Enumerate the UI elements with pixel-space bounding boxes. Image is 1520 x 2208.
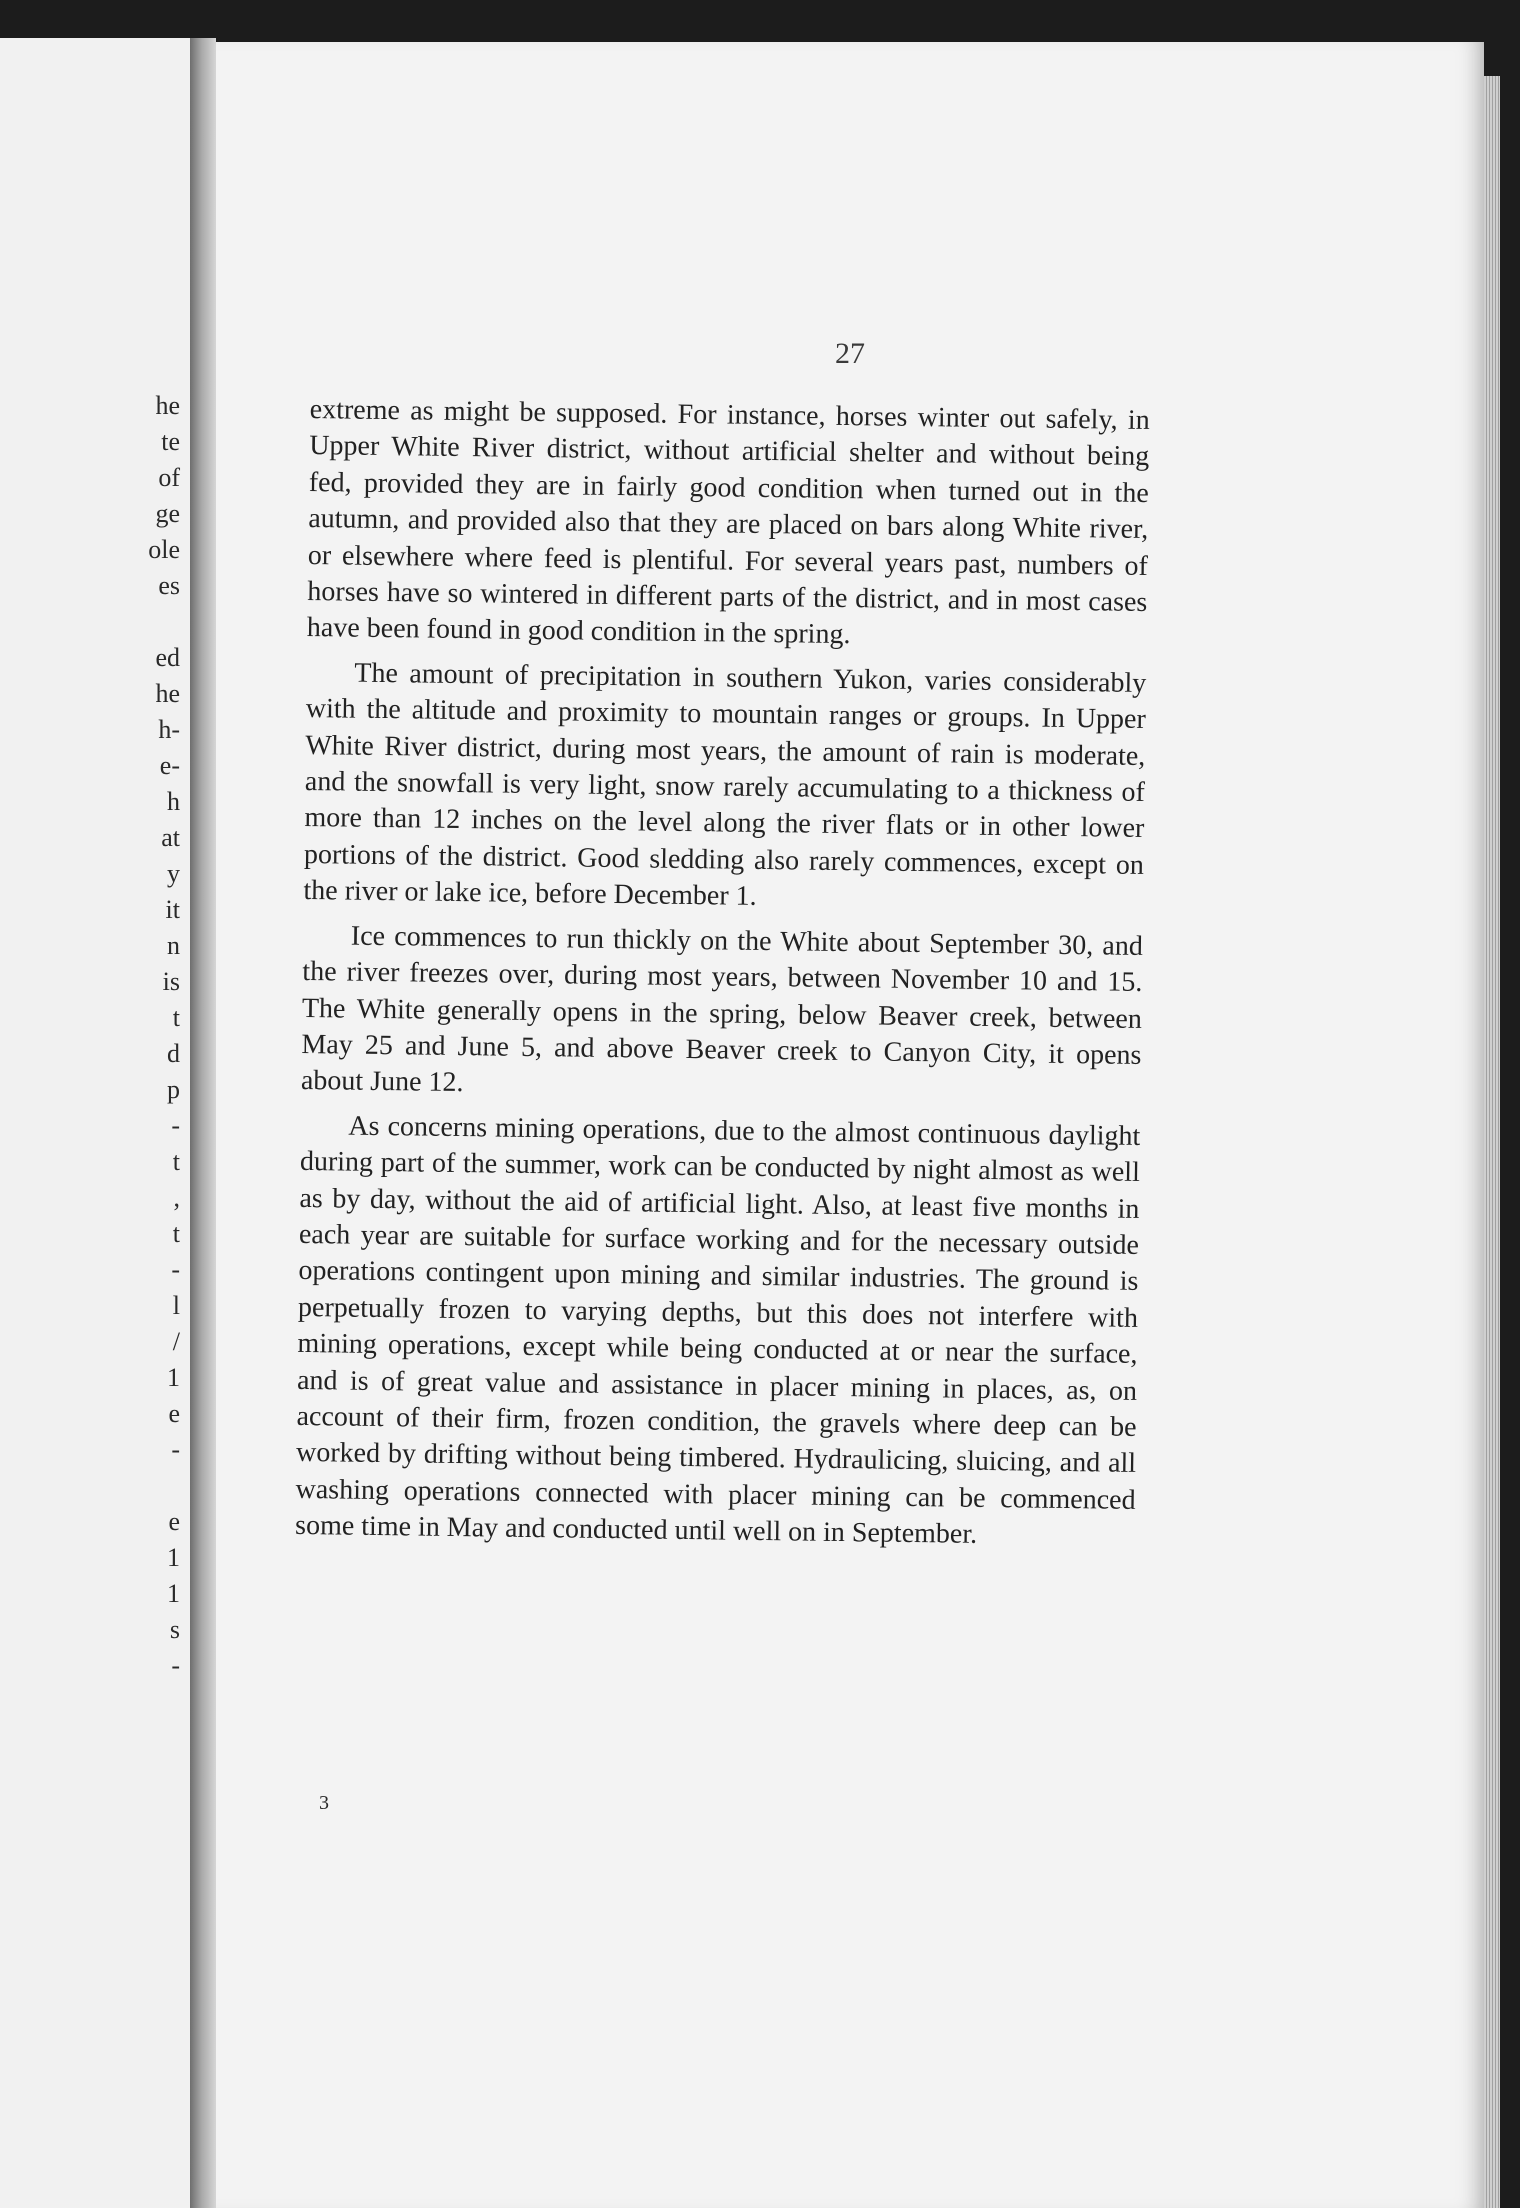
left-page — [0, 38, 190, 2208]
left-line: e- — [159, 751, 180, 780]
left-line: he — [155, 391, 180, 420]
left-line: ole — [148, 535, 180, 564]
left-line: l — [172, 1291, 180, 1320]
left-line: h — [167, 787, 180, 816]
paragraph: extreme as might be supposed. For instance, horses winter out safely, in Upper White River district, without artificial shelter and without being fed, provided they are in fairly good condition when turned out in the autumn, and provided also that they are placed on bars along White river, or elsewhere where feed is plentiful. For several years past, numbers of horses have so wintered in different parts of the district, and in most cases have been found in good condition in the spring. — [306, 393, 1150, 651]
left-line: ge — [155, 499, 180, 528]
left-line: of — [158, 463, 180, 492]
left-line: , — [173, 1183, 180, 1212]
left-line: - — [171, 1111, 180, 1140]
left-line — [148, 1468, 180, 1504]
left-line: t — [172, 1003, 180, 1032]
paragraph: As concerns mining operations, due to the almost continuous daylight during part of the summer, work can be conducted by night almost as well as by day, without the aid of artificial light. Also, at least five months in each year are suitable for surface working and for the necessary outside operations contingent upon mining and similar industries. The ground is perpetually frozen to varying depths, but this does not interfere with mining operations, except while being conducted at or near the surface, and is of great value and assistance in placer mining in places, as, on account of their firm, frozen condition, the gravels where deep can be worked by drifting without being timbered. Hydraulicing, sluicing, and all washing operations connected with placer mining can be commenced some time in May and conducted until well on in September. — [294, 1110, 1141, 1551]
left-line: 1 — [167, 1543, 180, 1572]
left-line: p — [167, 1075, 180, 1104]
left-line: is — [162, 967, 180, 996]
left-line: - — [171, 1435, 180, 1464]
left-page-text-fragments — [148, 388, 180, 1684]
page-number: 27 — [835, 337, 865, 370]
left-line: d — [167, 1039, 180, 1068]
left-line: ed — [155, 643, 180, 672]
left-line: 1 — [167, 1363, 180, 1392]
left-line: t — [172, 1219, 180, 1248]
signature-mark: 3 — [319, 1792, 329, 1814]
left-line: / — [172, 1327, 180, 1356]
left-line: at — [161, 823, 180, 852]
left-line: te — [161, 427, 180, 456]
book-gutter — [190, 38, 216, 2208]
paragraph: The amount of precipitation in southern Yukon, varies considerably with the altitude and proximity to mountain ranges or groups. In Upper White River district, during most years, the amount of rain is moderate, and the snowfall is very light, snow rarely accumulating to a thickness of more than 12 inches on the level along the river flats or in other lower portions of the district. Good sledding also rarely commences, except on the river or lake ice, before December 1. — [303, 657, 1147, 913]
left-line: - — [171, 1255, 180, 1284]
left-line: t — [172, 1147, 180, 1176]
left-line: e — [168, 1399, 180, 1428]
left-line: it — [165, 895, 180, 924]
left-line: h- — [158, 715, 180, 744]
page-edges — [1484, 76, 1500, 2208]
left-line: es — [158, 571, 180, 600]
right-page — [216, 42, 1484, 2208]
left-line: e — [168, 1507, 180, 1536]
left-line — [148, 604, 180, 640]
left-line: he — [155, 679, 180, 708]
paragraph: Ice commences to run thickly on the White about September 30, and the river freezes over, during most years, between November 10 and 15. The White generally opens in the spring, below Beaver creek, between May 25 and June 5, and above Beaver creek to Canyon City, it opens about June 12. — [300, 920, 1144, 1099]
left-line: n — [167, 931, 180, 960]
left-line: - — [171, 1651, 180, 1680]
left-line: 1 — [167, 1579, 180, 1608]
left-line: s — [169, 1615, 180, 1644]
left-line: y — [167, 859, 180, 888]
body-text — [295, 392, 1150, 1563]
